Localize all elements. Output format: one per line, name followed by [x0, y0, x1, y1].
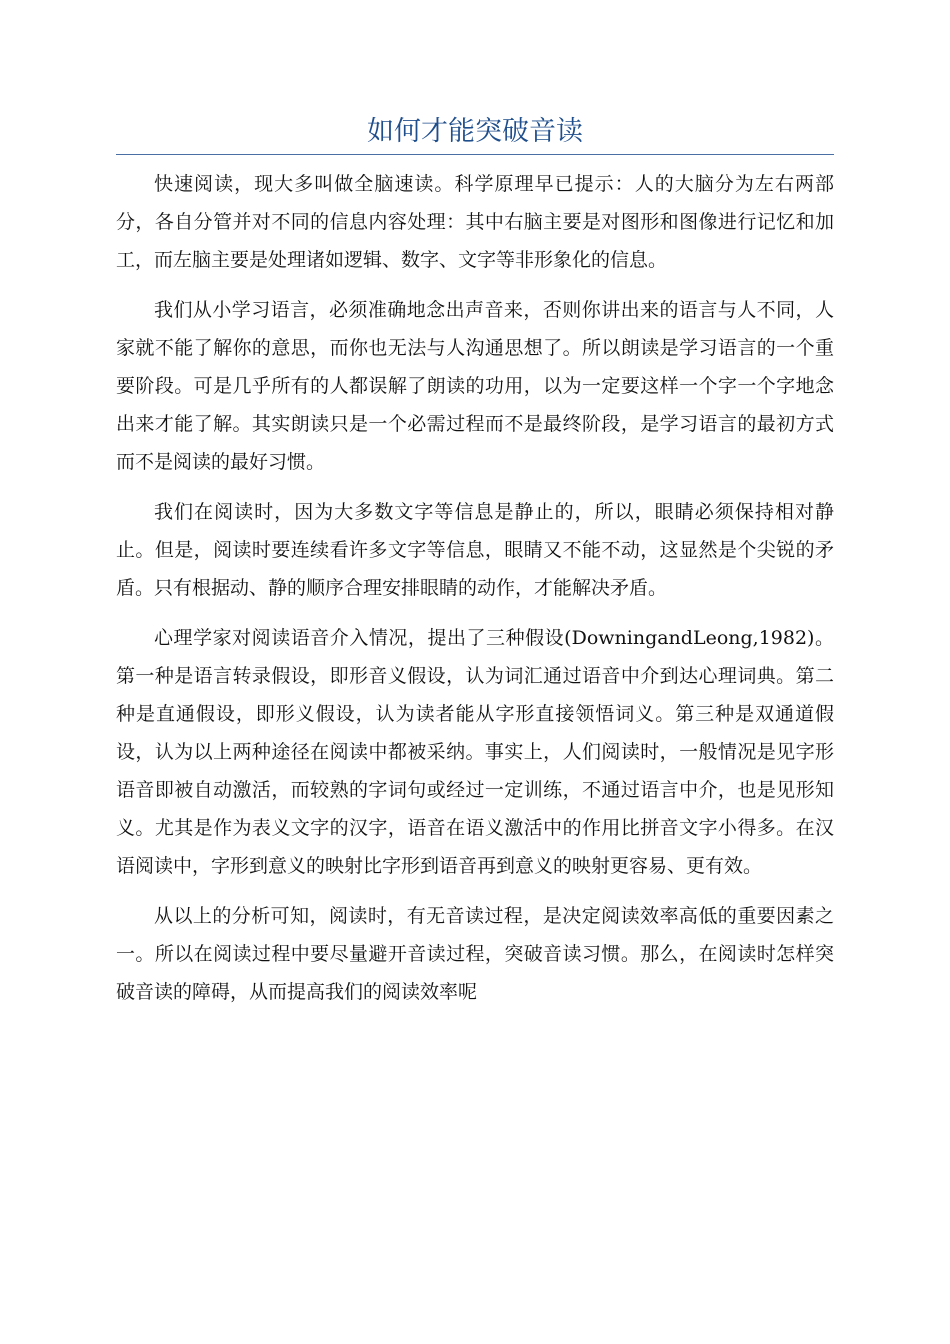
paragraph-1: 快速阅读，现大多叫做全脑速读。科学原理早已提示：人的大脑分为左右两部分，各自分管并对不同的信息内容处理：其中右脑主要是对图形和图像进行记忆和加工，而左脑主要是处理诸如逻辑、数字、文字等非形象化的信息。	[116, 173, 834, 271]
document-page	[116, 110, 834, 1023]
paragraph-2: 我们从小学习语言，必须准确地念出声音来，否则你讲出来的语言与人不同，人家就不能了解你的意思，而你也无法与人沟通思想了。所以朗读是学习语言的一个重要阶段。可是几乎所有的人都误解了朗读的功用，以为一定要这样一个字一个字地念出来才能了解。其实朗读只是一个必需过程而不是最终阶段，是学习语言的最初方式而不是阅读的最好习惯。	[116, 299, 834, 473]
paragraph-3: 我们在阅读时，因为大多数文字等信息是静止的，所以，眼睛必须保持相对静止。但是，阅读时要连续看许多文字等信息，眼睛又不能不动，这显然是个尖锐的矛盾。只有根据动、静的顺序合理安排眼睛的动作，才能解决矛盾。	[116, 501, 834, 599]
title-underline	[116, 154, 834, 155]
paragraph-4: 心理学家对阅读语音介入情况，提出了三种假设(DowningandLeong,1982)。第一种是语言转录假设，即形音义假设，认为词汇通过语音中介到达心理词典。第二种是直通假设，即形义假设，认为读者能从字形直接领悟词义。第三种是双通道假设，认为以上两种途径在阅读中都被采纳。事实上，人们阅读时，一般情况是见字形语音即被自动激活，而较熟的字词句或经过一定训练，不通过语言中介，也是见形知义。尤其是作为表义文字的汉字，语音在语义激活中的作用比拼音文字小得多。在汉语阅读中，字形到意义的映射比字形到语音再到意义的映射更容易、更有效。	[116, 627, 834, 877]
document-title: 如何才能突破音读	[367, 116, 583, 147]
paragraph-5: 从以上的分析可知，阅读时，有无音读过程，是决定阅读效率高低的重要因素之一。所以在阅读过程中要尽量避开音读过程，突破音读习惯。那么，在阅读时怎样突破音读的障碍，从而提高我们的阅读效率呢	[116, 905, 834, 1003]
